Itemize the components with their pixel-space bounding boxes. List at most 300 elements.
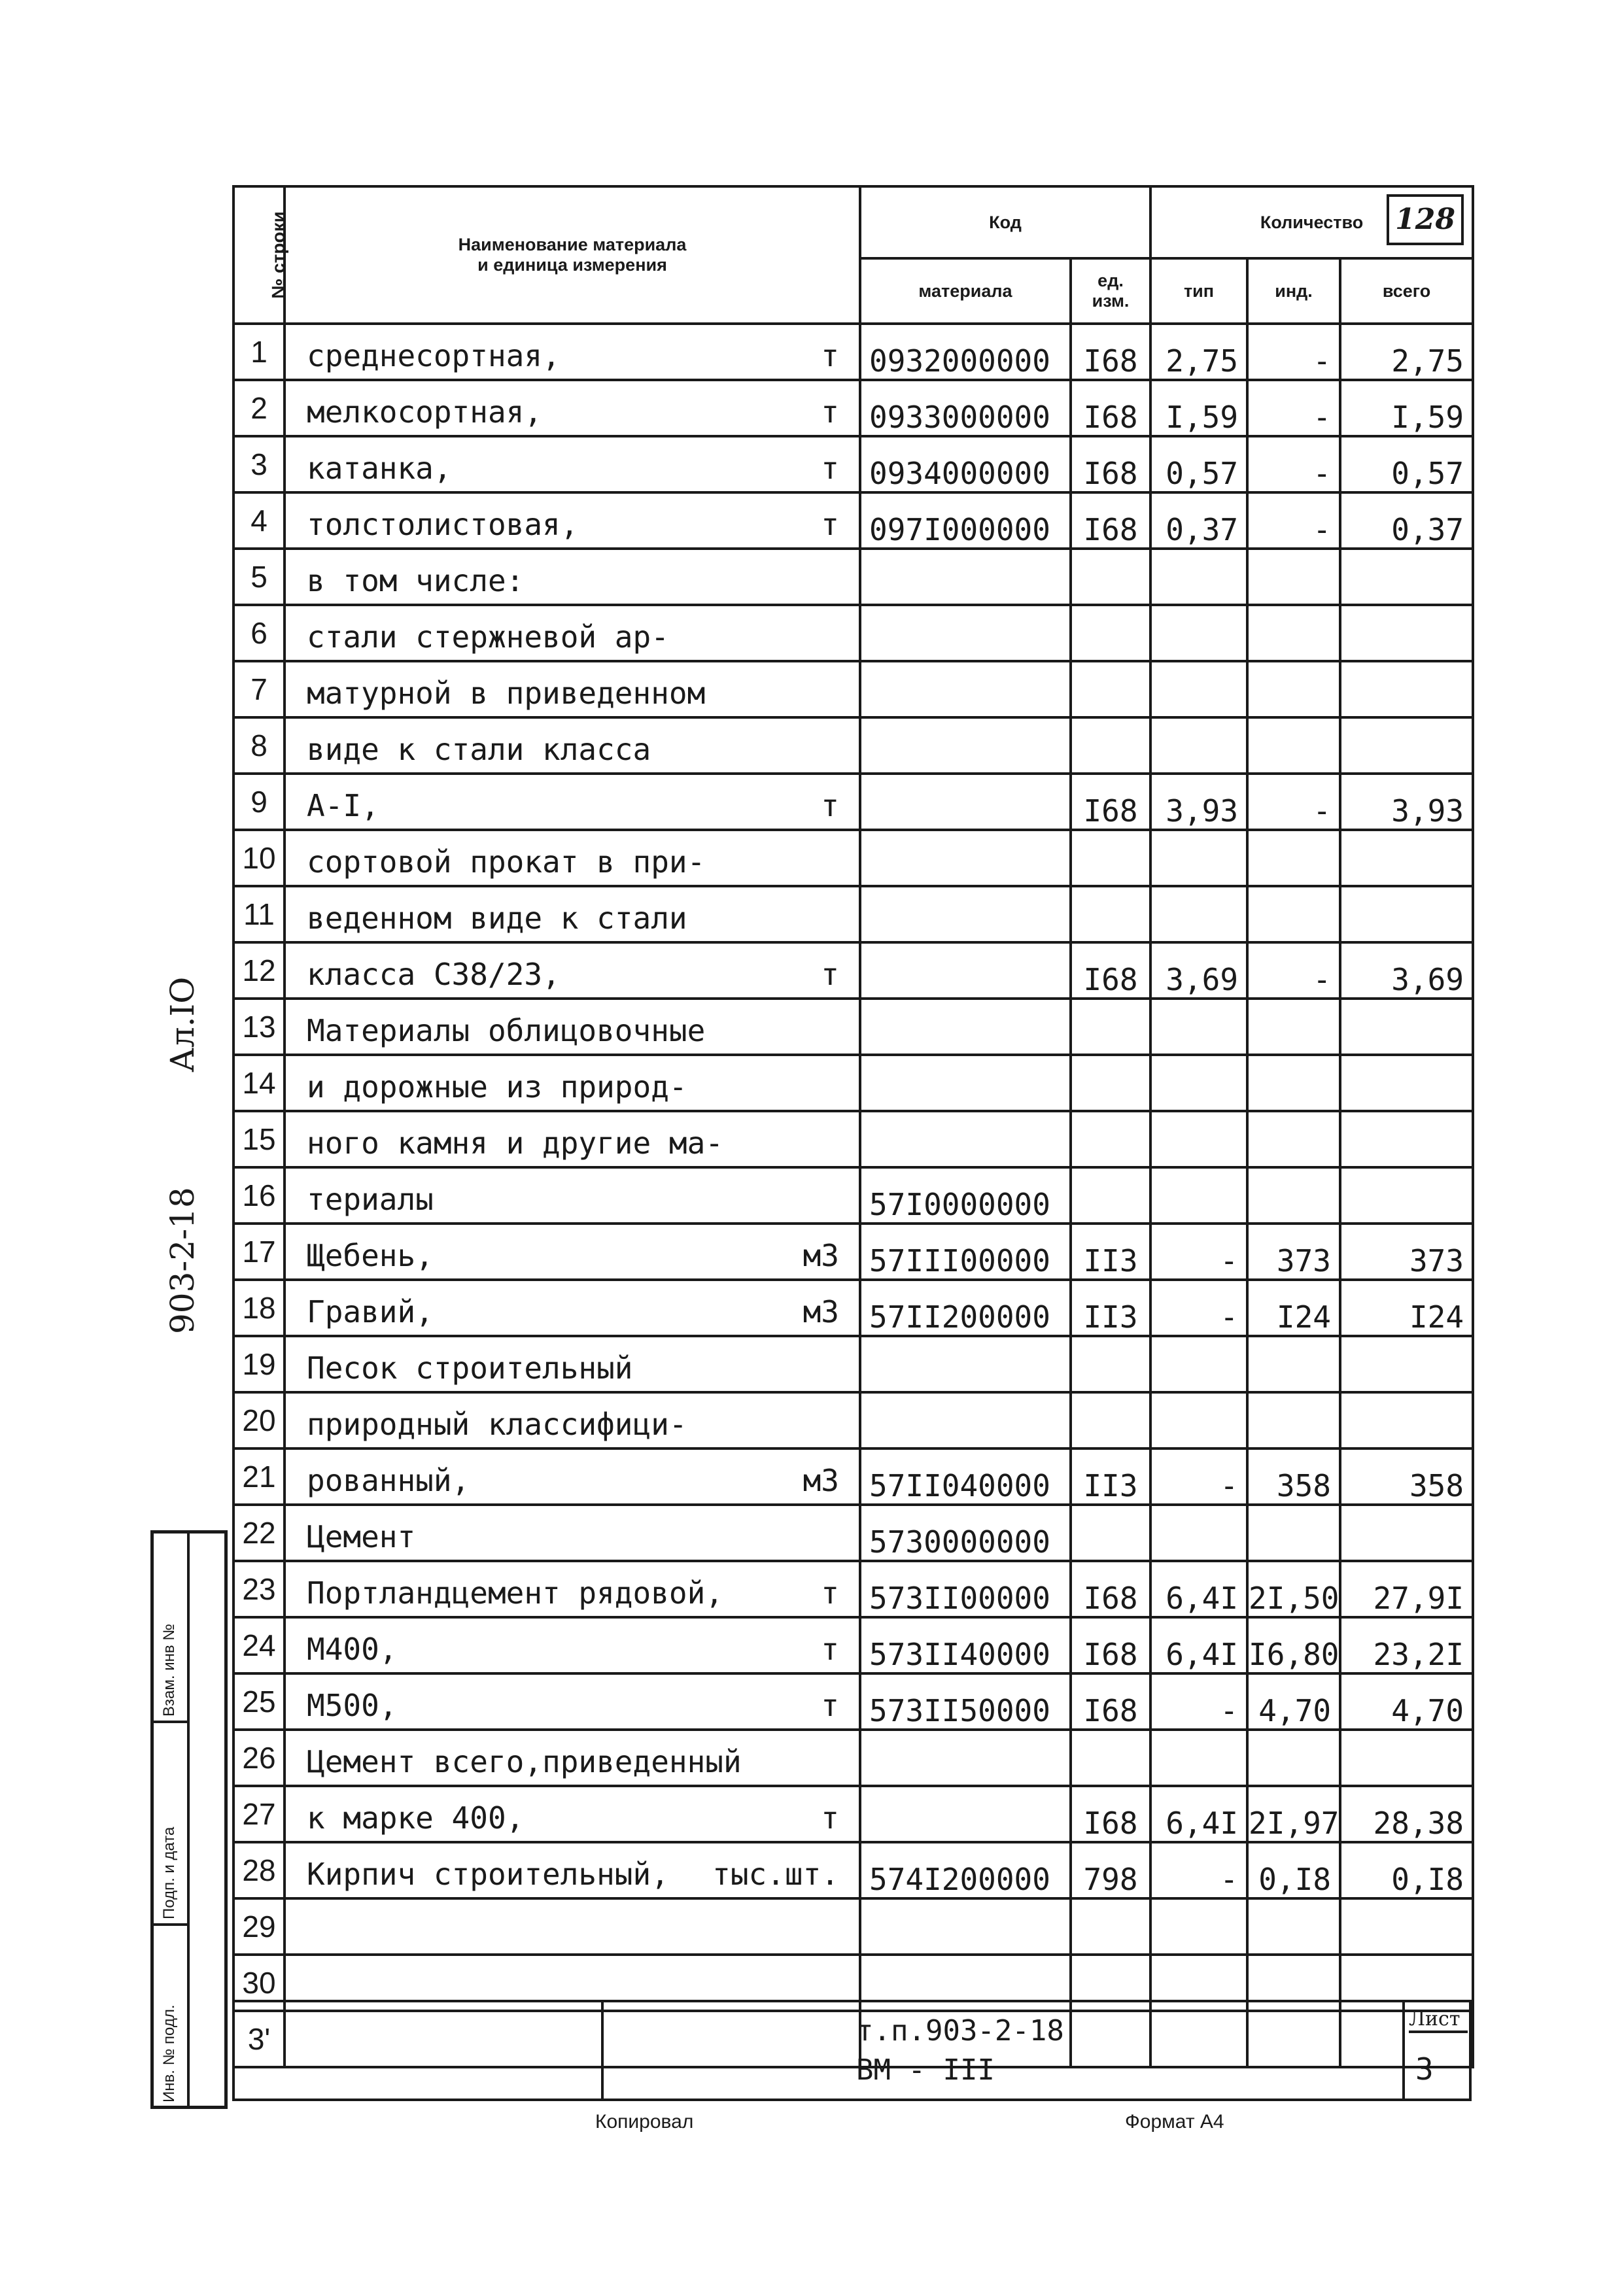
qty-type: 6,4I [1150, 1617, 1247, 1673]
unit-code: II3 [1071, 1448, 1150, 1505]
row-number: 18 [233, 1280, 285, 1336]
unit-code [1071, 1898, 1150, 1955]
row-number: 30 [233, 1955, 285, 2011]
qty-total: I,59 [1340, 380, 1473, 436]
material-name-cell [285, 661, 860, 717]
material-unit: т [821, 788, 839, 823]
unit-code [1071, 605, 1150, 661]
material-unit: т [821, 338, 839, 373]
material-name-cell [285, 1167, 860, 1224]
material-code [860, 1730, 1071, 1786]
unit-code: I68 [1071, 492, 1150, 549]
table-row [233, 717, 1473, 774]
qty-type [1150, 830, 1247, 886]
material-code [860, 774, 1071, 830]
qty-ind: 4,70 [1247, 1673, 1340, 1730]
table-row [233, 380, 1473, 436]
material-unit: т [821, 1688, 839, 1723]
row-number: 7 [233, 661, 285, 717]
qty-ind [1247, 830, 1340, 886]
unit-code: I68 [1071, 436, 1150, 492]
qty-type [1150, 605, 1247, 661]
qty-type: I,59 [1150, 380, 1247, 436]
table-row [233, 999, 1473, 1055]
material-code: 57II040000 [860, 1448, 1071, 1505]
footer-copied-label: Копировал [595, 2111, 694, 2133]
material-name: виде к стали класса [307, 732, 651, 767]
row-number: 22 [233, 1505, 285, 1561]
qty-total [1340, 1898, 1473, 1955]
table-row [233, 774, 1473, 830]
material-name: Портландцемент рядовой, [307, 1575, 723, 1611]
unit-code [1071, 1505, 1150, 1561]
row-number: 12 [233, 942, 285, 999]
qty-ind [1247, 1167, 1340, 1224]
row-number: 28 [233, 1842, 285, 1898]
material-code: 57I0000000 [860, 1167, 1071, 1224]
row-number: 9 [233, 774, 285, 830]
material-name: ного камня и другие ма- [307, 1125, 723, 1161]
material-name-cell [285, 886, 860, 942]
qty-ind [1247, 717, 1340, 774]
stamp-cell-inv-replace [154, 1534, 190, 1723]
material-code [860, 1055, 1071, 1111]
row-number: 27 [233, 1786, 285, 1842]
qty-ind: 0,I8 [1247, 1842, 1340, 1898]
unit-code [1071, 717, 1150, 774]
qty-total [1340, 999, 1473, 1055]
footer-format-label: Формат А4 [1125, 2111, 1224, 2133]
title-block [232, 2000, 1472, 2101]
material-code: 0934000000 [860, 436, 1071, 492]
material-name-cell [285, 436, 860, 492]
qty-ind [1247, 1111, 1340, 1167]
material-code [860, 886, 1071, 942]
qty-ind: 2I,50 [1247, 1561, 1340, 1617]
unit-code [1071, 1055, 1150, 1111]
table-row [233, 1505, 1473, 1561]
qty-type: - [1150, 1224, 1247, 1280]
material-name: Песок строительный [307, 1350, 633, 1386]
qty-type: 6,4I [1150, 1561, 1247, 1617]
qty-type [1150, 1898, 1247, 1955]
qty-type: 3,93 [1150, 774, 1247, 830]
material-name-cell [285, 999, 860, 1055]
table-row [233, 1448, 1473, 1505]
qty-total: 3,93 [1340, 774, 1473, 830]
table-row [233, 1786, 1473, 1842]
material-name-cell [285, 774, 860, 830]
material-name: А-I, [307, 788, 379, 823]
qty-ind: - [1247, 436, 1340, 492]
row-number: 19 [233, 1336, 285, 1392]
table-row [233, 605, 1473, 661]
row-number: 25 [233, 1673, 285, 1730]
material-unit: м3 [803, 1463, 839, 1498]
material-name: толстолистовая, [307, 507, 579, 542]
qty-type [1150, 1055, 1247, 1111]
unit-code [1071, 661, 1150, 717]
material-name: веденном виде к стали [307, 900, 687, 936]
table-row [233, 1392, 1473, 1448]
material-name: природный классифици- [307, 1407, 687, 1442]
row-number: 24 [233, 1617, 285, 1673]
material-name: териалы [307, 1182, 434, 1217]
table-row [233, 1617, 1473, 1673]
unit-code [1071, 1336, 1150, 1392]
material-name: Цемент [307, 1519, 416, 1554]
row-number: 6 [233, 605, 285, 661]
qty-total: 0,57 [1340, 436, 1473, 492]
approval-stamp [150, 1530, 228, 2109]
material-name: стали стержневой ар- [307, 619, 669, 655]
material-name: матурной в приведенном [307, 676, 706, 711]
material-name: катанка, [307, 451, 452, 486]
material-name-cell [285, 1448, 860, 1505]
qty-ind [1247, 1505, 1340, 1561]
material-code [860, 942, 1071, 999]
table-row [233, 1111, 1473, 1167]
qty-type [1150, 1392, 1247, 1448]
material-name: к марке 400, [307, 1800, 525, 1836]
header-code: Код [860, 186, 1150, 258]
material-unit: т [821, 1632, 839, 1667]
material-code [860, 717, 1071, 774]
material-name-cell [285, 1336, 860, 1392]
table-row [233, 1673, 1473, 1730]
row-number: 8 [233, 717, 285, 774]
material-name-cell [285, 380, 860, 436]
material-name: и дорожные из природ- [307, 1069, 687, 1105]
material-name: М500, [307, 1688, 398, 1723]
qty-ind [1247, 1055, 1340, 1111]
qty-ind: - [1247, 492, 1340, 549]
header-qty-ind: инд. [1247, 258, 1340, 324]
row-number: 26 [233, 1730, 285, 1786]
qty-type: - [1150, 1673, 1247, 1730]
unit-code: I68 [1071, 1786, 1150, 1842]
header-material-name: Наименование материала и единица измерения [285, 186, 860, 324]
qty-total [1340, 605, 1473, 661]
qty-total: 3,69 [1340, 942, 1473, 999]
material-code [860, 1111, 1071, 1167]
qty-total: 0,I8 [1340, 1842, 1473, 1898]
material-unit: т [821, 957, 839, 992]
unit-code [1071, 1167, 1150, 1224]
table-row [233, 942, 1473, 999]
material-code [860, 605, 1071, 661]
qty-type: - [1150, 1448, 1247, 1505]
qty-type [1150, 1336, 1247, 1392]
qty-total: I24 [1340, 1280, 1473, 1336]
material-code: 5730000000 [860, 1505, 1071, 1561]
qty-type [1150, 1505, 1247, 1561]
material-name-cell [285, 1505, 860, 1561]
unit-code: I68 [1071, 774, 1150, 830]
material-code: 573II00000 [860, 1561, 1071, 1617]
row-number: 1 [233, 324, 285, 380]
qty-type [1150, 1111, 1247, 1167]
material-code [860, 549, 1071, 605]
qty-ind: 358 [1247, 1448, 1340, 1505]
qty-ind [1247, 605, 1340, 661]
footer-doc-sub: ВМ - III [856, 2053, 995, 2087]
material-unit: м3 [803, 1294, 839, 1329]
qty-ind [1247, 1336, 1340, 1392]
material-unit: тыс.шт. [712, 1857, 839, 1892]
stamp-cell-inv-orig [154, 1926, 190, 2106]
side-album-ref: Ал.IO [164, 976, 201, 1072]
table-row [233, 1561, 1473, 1617]
table-row [233, 324, 1473, 380]
row-number: 11 [233, 886, 285, 942]
material-name: рованный, [307, 1463, 470, 1498]
material-unit: т [821, 1575, 839, 1611]
material-name-cell [285, 1280, 860, 1336]
unit-code: I68 [1071, 324, 1150, 380]
material-name-cell [285, 324, 860, 380]
material-name: Кирпич строительный, [307, 1857, 669, 1892]
qty-ind: I6,80 [1247, 1617, 1340, 1673]
row-number: 16 [233, 1167, 285, 1224]
header-row-number: № строки [233, 186, 285, 324]
material-name: мелкосортная, [307, 394, 543, 430]
row-number: 20 [233, 1392, 285, 1448]
header-code-material: материала [860, 258, 1071, 324]
row-number: 13 [233, 999, 285, 1055]
qty-total [1340, 549, 1473, 605]
material-name-cell [285, 605, 860, 661]
stamp-label-inv-replace: Взам. инв № [160, 1623, 178, 1717]
material-name-cell [285, 1786, 860, 1842]
unit-code [1071, 830, 1150, 886]
row-number: 2 [233, 380, 285, 436]
qty-type [1150, 549, 1247, 605]
table-row [233, 1730, 1473, 1786]
material-code: 0933000000 [860, 380, 1071, 436]
qty-type [1150, 886, 1247, 942]
qty-total [1340, 1392, 1473, 1448]
qty-type: 3,69 [1150, 942, 1247, 999]
material-name-cell [285, 717, 860, 774]
material-name-cell [285, 830, 860, 886]
unit-code: 798 [1071, 1842, 1150, 1898]
unit-code [1071, 886, 1150, 942]
qty-total: 28,38 [1340, 1786, 1473, 1842]
footer-doc-code: т.п.903-2-18 [856, 2014, 1064, 2048]
handwritten-sheet-number: 128 [1387, 194, 1464, 245]
material-name-cell [285, 492, 860, 549]
qty-ind [1247, 886, 1340, 942]
footer-sheet-label: Лист [1409, 2008, 1468, 2033]
header-code-unit: ед. изм. [1071, 258, 1150, 324]
row-number: 3 [233, 436, 285, 492]
row-number: 15 [233, 1111, 285, 1167]
qty-ind: 373 [1247, 1224, 1340, 1280]
unit-code: I68 [1071, 1561, 1150, 1617]
qty-ind: - [1247, 324, 1340, 380]
unit-code: I68 [1071, 380, 1150, 436]
table-row [233, 1842, 1473, 1898]
table-row [233, 492, 1473, 549]
material-code: 097I000000 [860, 492, 1071, 549]
material-code [860, 1786, 1071, 1842]
row-number: 5 [233, 549, 285, 605]
header-quantity: Количество 128 [1150, 186, 1473, 258]
qty-total [1340, 886, 1473, 942]
material-name: в том числе: [307, 563, 525, 598]
qty-ind: - [1247, 942, 1340, 999]
qty-total [1340, 717, 1473, 774]
qty-total [1340, 661, 1473, 717]
header-qty-type: тип [1150, 258, 1247, 324]
material-unit: т [821, 451, 839, 486]
material-name-cell [285, 549, 860, 605]
material-name-cell [285, 1730, 860, 1786]
table-row [233, 436, 1473, 492]
qty-total [1340, 1111, 1473, 1167]
material-code: 573II40000 [860, 1617, 1071, 1673]
unit-code: I68 [1071, 942, 1150, 999]
material-code: 574I200000 [860, 1842, 1071, 1898]
material-unit: т [821, 394, 839, 430]
qty-ind [1247, 661, 1340, 717]
qty-type: 0,57 [1150, 436, 1247, 492]
table-row [233, 549, 1473, 605]
material-name-cell [285, 1224, 860, 1280]
unit-code [1071, 1111, 1150, 1167]
table-row [233, 1167, 1473, 1224]
table-row [233, 1898, 1473, 1955]
material-name: сортовой прокат в при- [307, 844, 706, 880]
stamp-cell-sign-date [154, 1723, 190, 1926]
material-code [860, 1392, 1071, 1448]
materials-table [232, 185, 1474, 2068]
qty-type [1150, 661, 1247, 717]
qty-type [1150, 1730, 1247, 1786]
qty-ind [1247, 1392, 1340, 1448]
qty-total [1340, 830, 1473, 886]
qty-type: 6,4I [1150, 1786, 1247, 1842]
unit-code: II3 [1071, 1280, 1150, 1336]
material-name: Щебень, [307, 1238, 434, 1273]
material-code: 573II50000 [860, 1673, 1071, 1730]
qty-type: - [1150, 1280, 1247, 1336]
qty-total: 358 [1340, 1448, 1473, 1505]
material-name-cell [285, 1617, 860, 1673]
material-name: среднесортная, [307, 338, 561, 373]
table-row [233, 1055, 1473, 1111]
qty-total: 23,2I [1340, 1617, 1473, 1673]
row-number: 10 [233, 830, 285, 886]
material-code [860, 1898, 1071, 1955]
qty-type: 0,37 [1150, 492, 1247, 549]
qty-type: 2,75 [1150, 324, 1247, 380]
qty-type: - [1150, 1842, 1247, 1898]
qty-total: 373 [1340, 1224, 1473, 1280]
material-code [860, 661, 1071, 717]
table-row [233, 1280, 1473, 1336]
qty-total: 27,9I [1340, 1561, 1473, 1617]
material-name: класса С38/23, [307, 957, 561, 992]
material-code [860, 1336, 1071, 1392]
material-name-cell [285, 1842, 860, 1898]
row-number: 4 [233, 492, 285, 549]
material-name-cell [285, 1561, 860, 1617]
qty-total [1340, 1730, 1473, 1786]
qty-type [1150, 717, 1247, 774]
header-qty-total: всего [1340, 258, 1473, 324]
unit-code [1071, 549, 1150, 605]
row-number: 21 [233, 1448, 285, 1505]
qty-ind: I24 [1247, 1280, 1340, 1336]
row-number: 23 [233, 1561, 285, 1617]
material-name-cell [285, 1111, 860, 1167]
table-row [233, 661, 1473, 717]
unit-code [1071, 1392, 1150, 1448]
qty-ind [1247, 1898, 1340, 1955]
qty-ind: - [1247, 380, 1340, 436]
table-row [233, 1224, 1473, 1280]
unit-code [1071, 1730, 1150, 1786]
unit-code [1071, 999, 1150, 1055]
table-row [233, 1336, 1473, 1392]
row-number: 14 [233, 1055, 285, 1111]
qty-total [1340, 1336, 1473, 1392]
table-row [233, 886, 1473, 942]
table-row [233, 830, 1473, 886]
qty-total: 2,75 [1340, 324, 1473, 380]
unit-code: I68 [1071, 1673, 1150, 1730]
side-doc-code: 903-2-18 [164, 1187, 201, 1334]
unit-code: I68 [1071, 1617, 1150, 1673]
footer-sheet-number: 3 [1415, 2051, 1434, 2087]
qty-total: 4,70 [1340, 1673, 1473, 1730]
material-name-cell [285, 1898, 860, 1955]
material-name-cell [285, 1673, 860, 1730]
material-name: Цемент всего,приведенный [307, 1744, 742, 1779]
qty-ind [1247, 549, 1340, 605]
material-code [860, 999, 1071, 1055]
material-name: Гравий, [307, 1294, 434, 1329]
qty-type [1150, 1167, 1247, 1224]
qty-ind: 2I,97 [1247, 1786, 1340, 1842]
material-unit: т [821, 1800, 839, 1836]
material-code: 57II200000 [860, 1280, 1071, 1336]
unit-code: II3 [1071, 1224, 1150, 1280]
material-name-cell [285, 1392, 860, 1448]
qty-total [1340, 1055, 1473, 1111]
qty-total [1340, 1505, 1473, 1561]
material-name-cell [285, 942, 860, 999]
qty-total: 0,37 [1340, 492, 1473, 549]
row-number: 17 [233, 1224, 285, 1280]
row-number: 29 [233, 1898, 285, 1955]
material-name-cell [285, 1055, 860, 1111]
material-unit: т [821, 507, 839, 542]
material-unit: м3 [803, 1238, 839, 1273]
stamp-label-sign-date: Подп. и дата [160, 1826, 178, 1919]
stamp-label-inv-orig: Инв. № подл. [160, 2004, 178, 2102]
qty-ind [1247, 999, 1340, 1055]
qty-total [1340, 1167, 1473, 1224]
qty-ind [1247, 1730, 1340, 1786]
qty-ind: - [1247, 774, 1340, 830]
qty-type [1150, 999, 1247, 1055]
material-code: 57III00000 [860, 1224, 1071, 1280]
material-name: Материалы облицовочные [307, 1013, 706, 1048]
material-code [860, 830, 1071, 886]
